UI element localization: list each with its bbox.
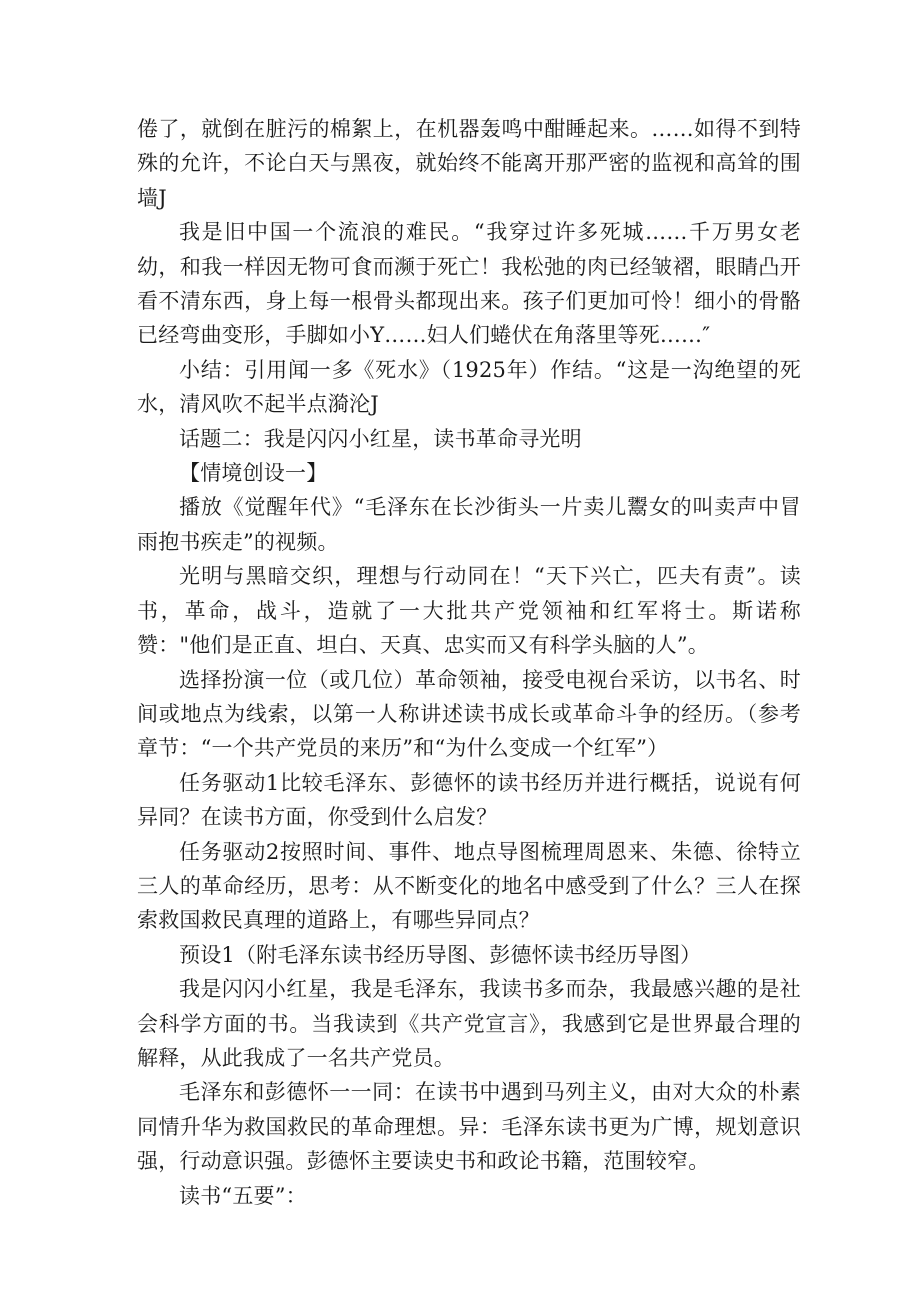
- scenario-heading: 【情境创设一】: [179, 461, 328, 486]
- paragraph-refugee: 我是旧中国一个流浪的难民。“我穿过许多死城……千万男女老幼，和我一样因无物可食而濒于死亡！我松弛的肉已经皱褶，眼睛凸开看不清东西，身上每一根骨头都现出来。孩子们更加可怜！细小的骨骼已经弯曲变形，手脚如小Y……妇人们蜷伏在角落里等死……″: [137, 220, 801, 348]
- paragraph-summary: 小结：引用闻一多《死水》（1925年）作结。“这是一沟绝望的死水，清风吹不起半点漪沦J: [137, 357, 801, 417]
- paragraph-continuation: 倦了，就倒在脏污的棉絮上，在机器轰鸣中酣睡起来。……如得不到特殊的允许，不论白天与黑夜，就始终不能离开那严密的监视和高耸的围墙J: [137, 117, 801, 210]
- paragraph-mao-reading: 我是闪闪小红星，我是毛泽东，我读书多而杂，我最感兴趣的是社会科学方面的书。当我读到《共产党宣言》，我感到它是世界最合理的解释，从此我成了一名共产党员。: [137, 977, 801, 1070]
- paragraph-comparison: 毛泽东和彭德怀一一同：在读书中遇到马列主义，由对大众的朴素同情升华为救国救民的革命理想。异：毛泽东读书更为广博，规划意识强，行动意识强。彭德怀主要读史书和政论书籍，范围较窄。: [137, 1080, 801, 1174]
- task-driver-1: 任务驱动1比较毛泽东、彭德怀的读书经历并进行概括，说说有何异同？在读书方面，你受到什么启发？: [137, 770, 801, 830]
- topic-two-heading: 话题二：我是闪闪小红星，读书革命寻光明: [179, 426, 582, 451]
- paragraph-light-dark: 光明与黑暗交织，理想与行动同在！“天下兴亡，匹夫有责”。读书，革命，战斗，造就了一大批共产党领袖和红军将士。斯诺称赞："他们是正直、坦白、天真、忠实而又有科学头脑的人”。: [137, 564, 801, 658]
- paragraph-video: 播放《觉醒年代》“毛泽东在长沙街头一片卖儿鬻女的叫卖声中冒雨抱书疾走”的视频。: [137, 495, 801, 554]
- paragraph-role-play: 选择扮演一位（或几位）革命领袖，接受电视台采访，以书名、时间或地点为线索，以第一人称讲述读书成长或革命斗争的经历。（参考章节：“一个共产党员的来历”和“为什么变成一个红军”）: [137, 667, 801, 761]
- task-driver-2: 任务驱动2按照时间、事件、地点导图梳理周恩来、朱德、徐特立三人的革命经历，思考：从不断变化的地名中感受到了什么？三人在探索救国救民真理的道路上，有哪些异同点？: [137, 839, 801, 933]
- paragraph-five-musts: 读书“五要”：: [179, 1183, 307, 1208]
- document-page: [137, 112, 801, 1213]
- preset-1: 预设1（附毛泽东读书经历导图、彭德怀读书经历导图）: [179, 942, 702, 967]
